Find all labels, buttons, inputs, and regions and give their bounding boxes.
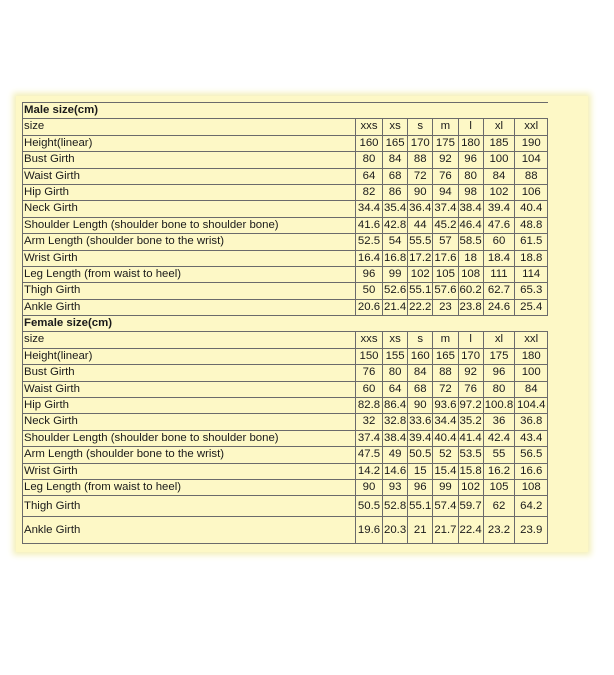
table-cell: 55.5 <box>408 234 433 250</box>
row-label: Thigh Girth <box>23 283 356 299</box>
table-cell: 64 <box>383 381 408 397</box>
table-cell: 76 <box>356 365 383 381</box>
table-cell: 165 <box>433 348 458 364</box>
table-row <box>23 217 548 233</box>
row-label: Wrist Girth <box>23 463 356 479</box>
row-label: Bust Girth <box>23 365 356 381</box>
table-cell: 40.4 <box>433 430 458 446</box>
row-label: Height(linear) <box>23 348 356 364</box>
table-cell: 49 <box>383 447 408 463</box>
table-cell: 36 <box>483 414 515 430</box>
table-cell: 84 <box>383 152 408 168</box>
table-cell: 61.5 <box>515 234 548 250</box>
size-chart-sheet <box>16 96 588 552</box>
table-cell: 57 <box>433 234 458 250</box>
size-header-row <box>23 332 548 348</box>
table-cell: 88 <box>408 152 433 168</box>
table-cell: 20.3 <box>383 517 408 544</box>
table-cell: 84 <box>408 365 433 381</box>
table-cell: 22.4 <box>458 517 483 544</box>
size-header-cell: s <box>408 119 433 135</box>
table-cell: 56.5 <box>515 447 548 463</box>
table-cell: 50.5 <box>356 496 383 517</box>
table-cell: 52.8 <box>383 496 408 517</box>
table-cell: 35.4 <box>383 201 408 217</box>
row-label: Neck Girth <box>23 201 356 217</box>
table-cell: 14.6 <box>383 463 408 479</box>
table-cell: 108 <box>515 479 548 495</box>
row-label: Leg Length (from waist to heel) <box>23 479 356 495</box>
size-chart-body <box>23 103 548 544</box>
table-cell: 102 <box>408 266 433 282</box>
table-cell: 24.6 <box>483 299 515 315</box>
row-label: Arm Length (shoulder bone to the wrist) <box>23 234 356 250</box>
size-header-cell: xxl <box>515 119 548 135</box>
table-cell: 18.8 <box>515 250 548 266</box>
table-cell: 68 <box>408 381 433 397</box>
table-cell: 57.6 <box>433 283 458 299</box>
table-row <box>23 168 548 184</box>
table-cell: 22.2 <box>408 299 433 315</box>
row-label: Arm Length (shoulder bone to the wrist) <box>23 447 356 463</box>
table-cell: 23 <box>433 299 458 315</box>
table-cell: 170 <box>408 135 433 151</box>
table-cell: 185 <box>483 135 515 151</box>
table-cell: 39.4 <box>483 201 515 217</box>
table-cell: 82 <box>356 184 383 200</box>
table-cell: 80 <box>458 168 483 184</box>
row-label: Shoulder Length (shoulder bone to shoulder bone) <box>23 430 356 446</box>
table-cell: 16.8 <box>383 250 408 266</box>
size-header-cell: m <box>433 119 458 135</box>
table-cell: 17.2 <box>408 250 433 266</box>
table-cell: 37.4 <box>433 201 458 217</box>
table-row <box>23 184 548 200</box>
table-cell: 84 <box>515 381 548 397</box>
size-header-cell: xl <box>483 119 515 135</box>
row-label: Ankle Girth <box>23 517 356 544</box>
table-cell: 23.9 <box>515 517 548 544</box>
table-cell: 82.8 <box>356 398 383 414</box>
table-cell: 55.1 <box>408 496 433 517</box>
size-header-cell: l <box>458 119 483 135</box>
table-cell: 72 <box>408 168 433 184</box>
table-row <box>23 430 548 446</box>
table-cell: 34.4 <box>356 201 383 217</box>
table-cell: 55 <box>483 447 515 463</box>
table-cell: 37.4 <box>356 430 383 446</box>
table-cell: 99 <box>433 479 458 495</box>
size-header-cell: l <box>458 332 483 348</box>
table-cell: 25.4 <box>515 299 548 315</box>
table-cell: 175 <box>433 135 458 151</box>
table-cell: 47.6 <box>483 217 515 233</box>
table-cell: 105 <box>433 266 458 282</box>
table-cell: 14.2 <box>356 463 383 479</box>
size-header-cell: xl <box>483 332 515 348</box>
size-header-row <box>23 119 548 135</box>
row-label: size <box>23 332 356 348</box>
table-cell: 43.4 <box>515 430 548 446</box>
table-cell: 50.5 <box>408 447 433 463</box>
table-cell: 76 <box>458 381 483 397</box>
table-row <box>23 479 548 495</box>
table-cell: 35.2 <box>458 414 483 430</box>
table-row <box>23 348 548 364</box>
table-cell: 48.8 <box>515 217 548 233</box>
table-cell: 65.3 <box>515 283 548 299</box>
table-cell: 86.4 <box>383 398 408 414</box>
table-row <box>23 517 548 544</box>
table-cell: 96 <box>408 479 433 495</box>
table-row <box>23 463 548 479</box>
section-title: Female size(cm) <box>23 316 548 332</box>
table-cell: 47.5 <box>356 447 383 463</box>
table-row <box>23 299 548 315</box>
table-cell: 64 <box>356 168 383 184</box>
row-label: Shoulder Length (shoulder bone to shoulder bone) <box>23 217 356 233</box>
table-cell: 45.2 <box>433 217 458 233</box>
table-cell: 50 <box>356 283 383 299</box>
size-chart-table <box>22 102 548 544</box>
table-cell: 60 <box>356 381 383 397</box>
section-title: Male size(cm) <box>23 103 548 119</box>
row-label: Ankle Girth <box>23 299 356 315</box>
table-cell: 96 <box>483 365 515 381</box>
table-row <box>23 381 548 397</box>
table-cell: 90 <box>356 479 383 495</box>
table-cell: 88 <box>433 365 458 381</box>
size-header-cell: s <box>408 332 433 348</box>
table-cell: 41.4 <box>458 430 483 446</box>
table-cell: 17.6 <box>433 250 458 266</box>
table-row <box>23 234 548 250</box>
table-cell: 39.4 <box>408 430 433 446</box>
section-header <box>23 103 548 119</box>
table-cell: 100 <box>515 365 548 381</box>
table-cell: 80 <box>483 381 515 397</box>
table-cell: 175 <box>483 348 515 364</box>
table-cell: 52.6 <box>383 283 408 299</box>
table-cell: 76 <box>433 168 458 184</box>
table-cell: 94 <box>433 184 458 200</box>
table-cell: 114 <box>515 266 548 282</box>
table-cell: 46.4 <box>458 217 483 233</box>
size-header-cell: xs <box>383 332 408 348</box>
table-row <box>23 365 548 381</box>
table-cell: 100.8 <box>483 398 515 414</box>
table-cell: 54 <box>383 234 408 250</box>
table-cell: 60.2 <box>458 283 483 299</box>
table-cell: 88 <box>515 168 548 184</box>
table-cell: 106 <box>515 184 548 200</box>
table-cell: 90 <box>408 398 433 414</box>
table-cell: 104.4 <box>515 398 548 414</box>
table-cell: 80 <box>383 365 408 381</box>
table-cell: 21 <box>408 517 433 544</box>
row-label: Hip Girth <box>23 184 356 200</box>
table-cell: 59.7 <box>458 496 483 517</box>
table-cell: 62.7 <box>483 283 515 299</box>
table-cell: 104 <box>515 152 548 168</box>
size-header-cell: xxl <box>515 332 548 348</box>
table-row <box>23 398 548 414</box>
table-row <box>23 447 548 463</box>
table-cell: 111 <box>483 266 515 282</box>
table-cell: 36.8 <box>515 414 548 430</box>
table-cell: 160 <box>408 348 433 364</box>
table-cell: 60 <box>483 234 515 250</box>
size-header-cell: xxs <box>356 119 383 135</box>
table-cell: 99 <box>383 266 408 282</box>
table-cell: 41.6 <box>356 217 383 233</box>
table-cell: 92 <box>458 365 483 381</box>
table-cell: 53.5 <box>458 447 483 463</box>
table-cell: 42.8 <box>383 217 408 233</box>
row-label: Waist Girth <box>23 168 356 184</box>
table-cell: 36.4 <box>408 201 433 217</box>
table-cell: 32.8 <box>383 414 408 430</box>
table-cell: 20.6 <box>356 299 383 315</box>
table-cell: 23.8 <box>458 299 483 315</box>
row-label: Waist Girth <box>23 381 356 397</box>
table-cell: 38.4 <box>383 430 408 446</box>
table-cell: 55.1 <box>408 283 433 299</box>
table-cell: 16.4 <box>356 250 383 266</box>
table-cell: 62 <box>483 496 515 517</box>
table-cell: 52 <box>433 447 458 463</box>
row-label: Height(linear) <box>23 135 356 151</box>
table-cell: 165 <box>383 135 408 151</box>
table-cell: 190 <box>515 135 548 151</box>
row-label: Wrist Girth <box>23 250 356 266</box>
table-cell: 18 <box>458 250 483 266</box>
table-cell: 16.6 <box>515 463 548 479</box>
table-cell: 38.4 <box>458 201 483 217</box>
table-row <box>23 283 548 299</box>
table-cell: 80 <box>356 152 383 168</box>
table-cell: 58.5 <box>458 234 483 250</box>
table-row <box>23 135 548 151</box>
table-cell: 19.6 <box>356 517 383 544</box>
table-cell: 32 <box>356 414 383 430</box>
size-header-cell: xxs <box>356 332 383 348</box>
table-cell: 34.4 <box>433 414 458 430</box>
table-cell: 93.6 <box>433 398 458 414</box>
table-cell: 44 <box>408 217 433 233</box>
table-cell: 68 <box>383 168 408 184</box>
table-cell: 33.6 <box>408 414 433 430</box>
row-label: Thigh Girth <box>23 496 356 517</box>
table-cell: 21.7 <box>433 517 458 544</box>
row-label: Bust Girth <box>23 152 356 168</box>
table-cell: 84 <box>483 168 515 184</box>
table-cell: 155 <box>383 348 408 364</box>
table-cell: 93 <box>383 479 408 495</box>
row-label: size <box>23 119 356 135</box>
table-cell: 15 <box>408 463 433 479</box>
table-cell: 96 <box>458 152 483 168</box>
table-row <box>23 266 548 282</box>
row-label: Neck Girth <box>23 414 356 430</box>
table-cell: 21.4 <box>383 299 408 315</box>
table-cell: 105 <box>483 479 515 495</box>
table-row <box>23 152 548 168</box>
row-label: Leg Length (from waist to heel) <box>23 266 356 282</box>
table-row <box>23 250 548 266</box>
table-cell: 72 <box>433 381 458 397</box>
table-cell: 150 <box>356 348 383 364</box>
table-cell: 42.4 <box>483 430 515 446</box>
table-cell: 86 <box>383 184 408 200</box>
table-cell: 18.4 <box>483 250 515 266</box>
table-cell: 23.2 <box>483 517 515 544</box>
table-cell: 92 <box>433 152 458 168</box>
table-row <box>23 414 548 430</box>
table-cell: 52.5 <box>356 234 383 250</box>
table-cell: 102 <box>483 184 515 200</box>
table-cell: 40.4 <box>515 201 548 217</box>
table-cell: 100 <box>483 152 515 168</box>
table-cell: 180 <box>458 135 483 151</box>
table-cell: 15.4 <box>433 463 458 479</box>
table-cell: 98 <box>458 184 483 200</box>
size-header-cell: m <box>433 332 458 348</box>
size-header-cell: xs <box>383 119 408 135</box>
table-cell: 96 <box>356 266 383 282</box>
table-cell: 160 <box>356 135 383 151</box>
table-cell: 57.4 <box>433 496 458 517</box>
table-cell: 16.2 <box>483 463 515 479</box>
table-cell: 97.2 <box>458 398 483 414</box>
table-cell: 15.8 <box>458 463 483 479</box>
table-cell: 170 <box>458 348 483 364</box>
table-cell: 108 <box>458 266 483 282</box>
table-row <box>23 496 548 517</box>
table-cell: 64.2 <box>515 496 548 517</box>
table-cell: 180 <box>515 348 548 364</box>
table-row <box>23 201 548 217</box>
row-label: Hip Girth <box>23 398 356 414</box>
section-header <box>23 316 548 332</box>
table-cell: 90 <box>408 184 433 200</box>
table-cell: 102 <box>458 479 483 495</box>
